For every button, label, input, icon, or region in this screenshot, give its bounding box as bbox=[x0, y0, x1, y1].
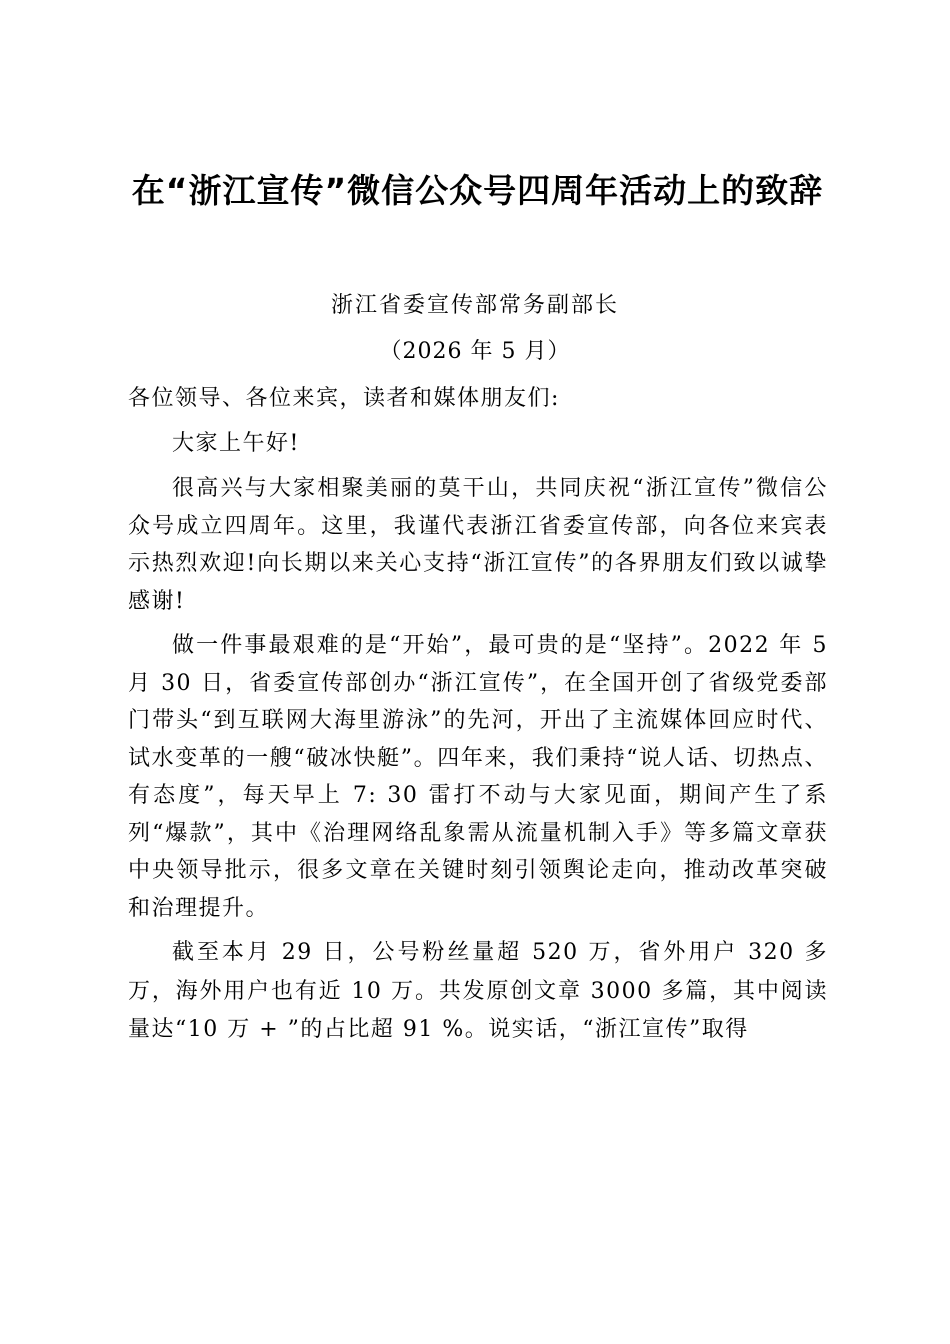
salutation: 各位领导、各位来宾，读者和媒体朋友们: bbox=[128, 386, 560, 411]
paragraph-statistics: 截至本月 29 日，公号粉丝量超 520 万，省外用户 320 多万，海外用户也有近 10 万。共发原创文章 3000 多篇，其中阅读量达“10 万 + ”的占比超 91 %。说实话，“浙江宣传”取得 bbox=[128, 940, 828, 1042]
paragraph-greeting: 大家上午好! bbox=[172, 431, 300, 456]
document-author: 浙江省委宣传部常务副部长 bbox=[330, 293, 619, 318]
document-date: （2026 年 5 月） bbox=[379, 339, 571, 364]
document-body bbox=[128, 380, 828, 1057]
paragraph-history: 做一件事最艰难的是“开始”，最可贵的是“坚持”。2022 年 5 月 30 日，省委宣传部创办“浙江宣传”，在全国开创了省级党委部门带头“到互联网大海里游泳”的先河，开出了主流媒体回应时代、试水变革的一艘“破冰快艇”。四年来，我们秉持“说人话、切热点、有态度”，每天早上 7: 30 雷打不动与大家见面，期间产生了系列“爆款”，其中《治理网络乱象需从流量机制入手》等多篇文章获中央领导批示，很多文章在关键时刻引领舆论走向，推动改革突破和治理提升。 bbox=[128, 633, 828, 921]
document-title: 在“浙江宣传”微信公众号四周年活动上的致辞 bbox=[131, 171, 824, 210]
paragraph-welcome: 很高兴与大家相聚美丽的莫干山，共同庆祝“浙江宣传”微信公众号成立四周年。这里，我谨代表浙江省委宣传部，向各位来宾表示热烈欢迎!向长期以来关心支持“浙江宣传”的各界朋友们致以诚挚感谢! bbox=[128, 476, 828, 614]
